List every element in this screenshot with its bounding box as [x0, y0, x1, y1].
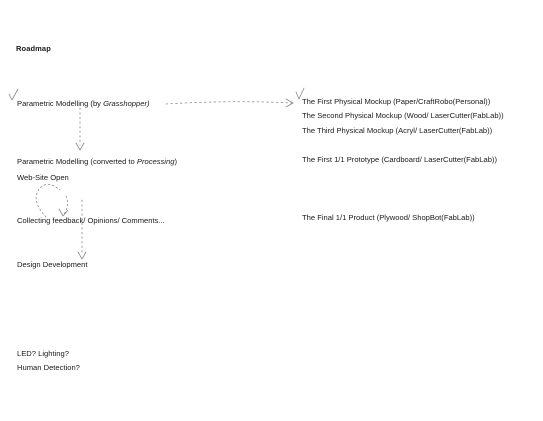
roadmap-item-human-detection: Human Detection?	[17, 363, 80, 372]
item-emphasis: Processing	[136, 157, 175, 166]
roadmap-item-parametric-processing	[17, 158, 177, 166]
item-text: Parametric Modelling (converted to	[17, 157, 137, 166]
roadmap-item-third-physical-mockup: The Third Physical Mockup (Acryl/ LaserCutter(FabLab))	[302, 126, 493, 135]
item-suffix: )	[147, 99, 150, 108]
dashed-loop-arrow-icon	[64, 196, 68, 214]
arrow-head-icon	[286, 99, 293, 107]
roadmap-item-final-product: The Final 1/1 Product (Plywood/ ShopBot(FabLab))	[302, 213, 475, 222]
arrow-head-icon	[78, 252, 86, 259]
dashed-arrow-icon	[166, 102, 292, 104]
roadmap-item-first-physical-mockup: The First Physical Mockup (Paper/CraftRobo(Personal))	[302, 97, 491, 106]
arrow-head-icon	[76, 143, 84, 150]
roadmap-item-first-prototype: The First 1/1 Prototype (Cardboard/ LaserCutter(FabLab))	[302, 155, 497, 164]
arrow-head-icon	[59, 209, 68, 216]
item-suffix: )	[174, 157, 177, 166]
item-text: Parametric Modelling (by	[17, 99, 104, 108]
roadmap-item-second-physical-mockup: The Second Physical Mockup (Wood/ LaserCutter(FabLab))	[302, 111, 504, 120]
roadmap-item-website-open: Web-Site Open	[17, 173, 69, 182]
roadmap-item-design-development: Design Development	[17, 260, 88, 269]
dashed-loop-arrow-icon	[36, 184, 60, 217]
item-emphasis: Grasshopper	[103, 99, 147, 108]
roadmap-item-parametric-grasshopper	[17, 100, 150, 108]
page-title: Roadmap	[16, 44, 51, 53]
roadmap-item-collecting-feedback: Collecting feedback/ Opinions/ Comments...	[17, 216, 165, 225]
roadmap-item-led-lighting: LED? Lighting?	[17, 349, 69, 358]
